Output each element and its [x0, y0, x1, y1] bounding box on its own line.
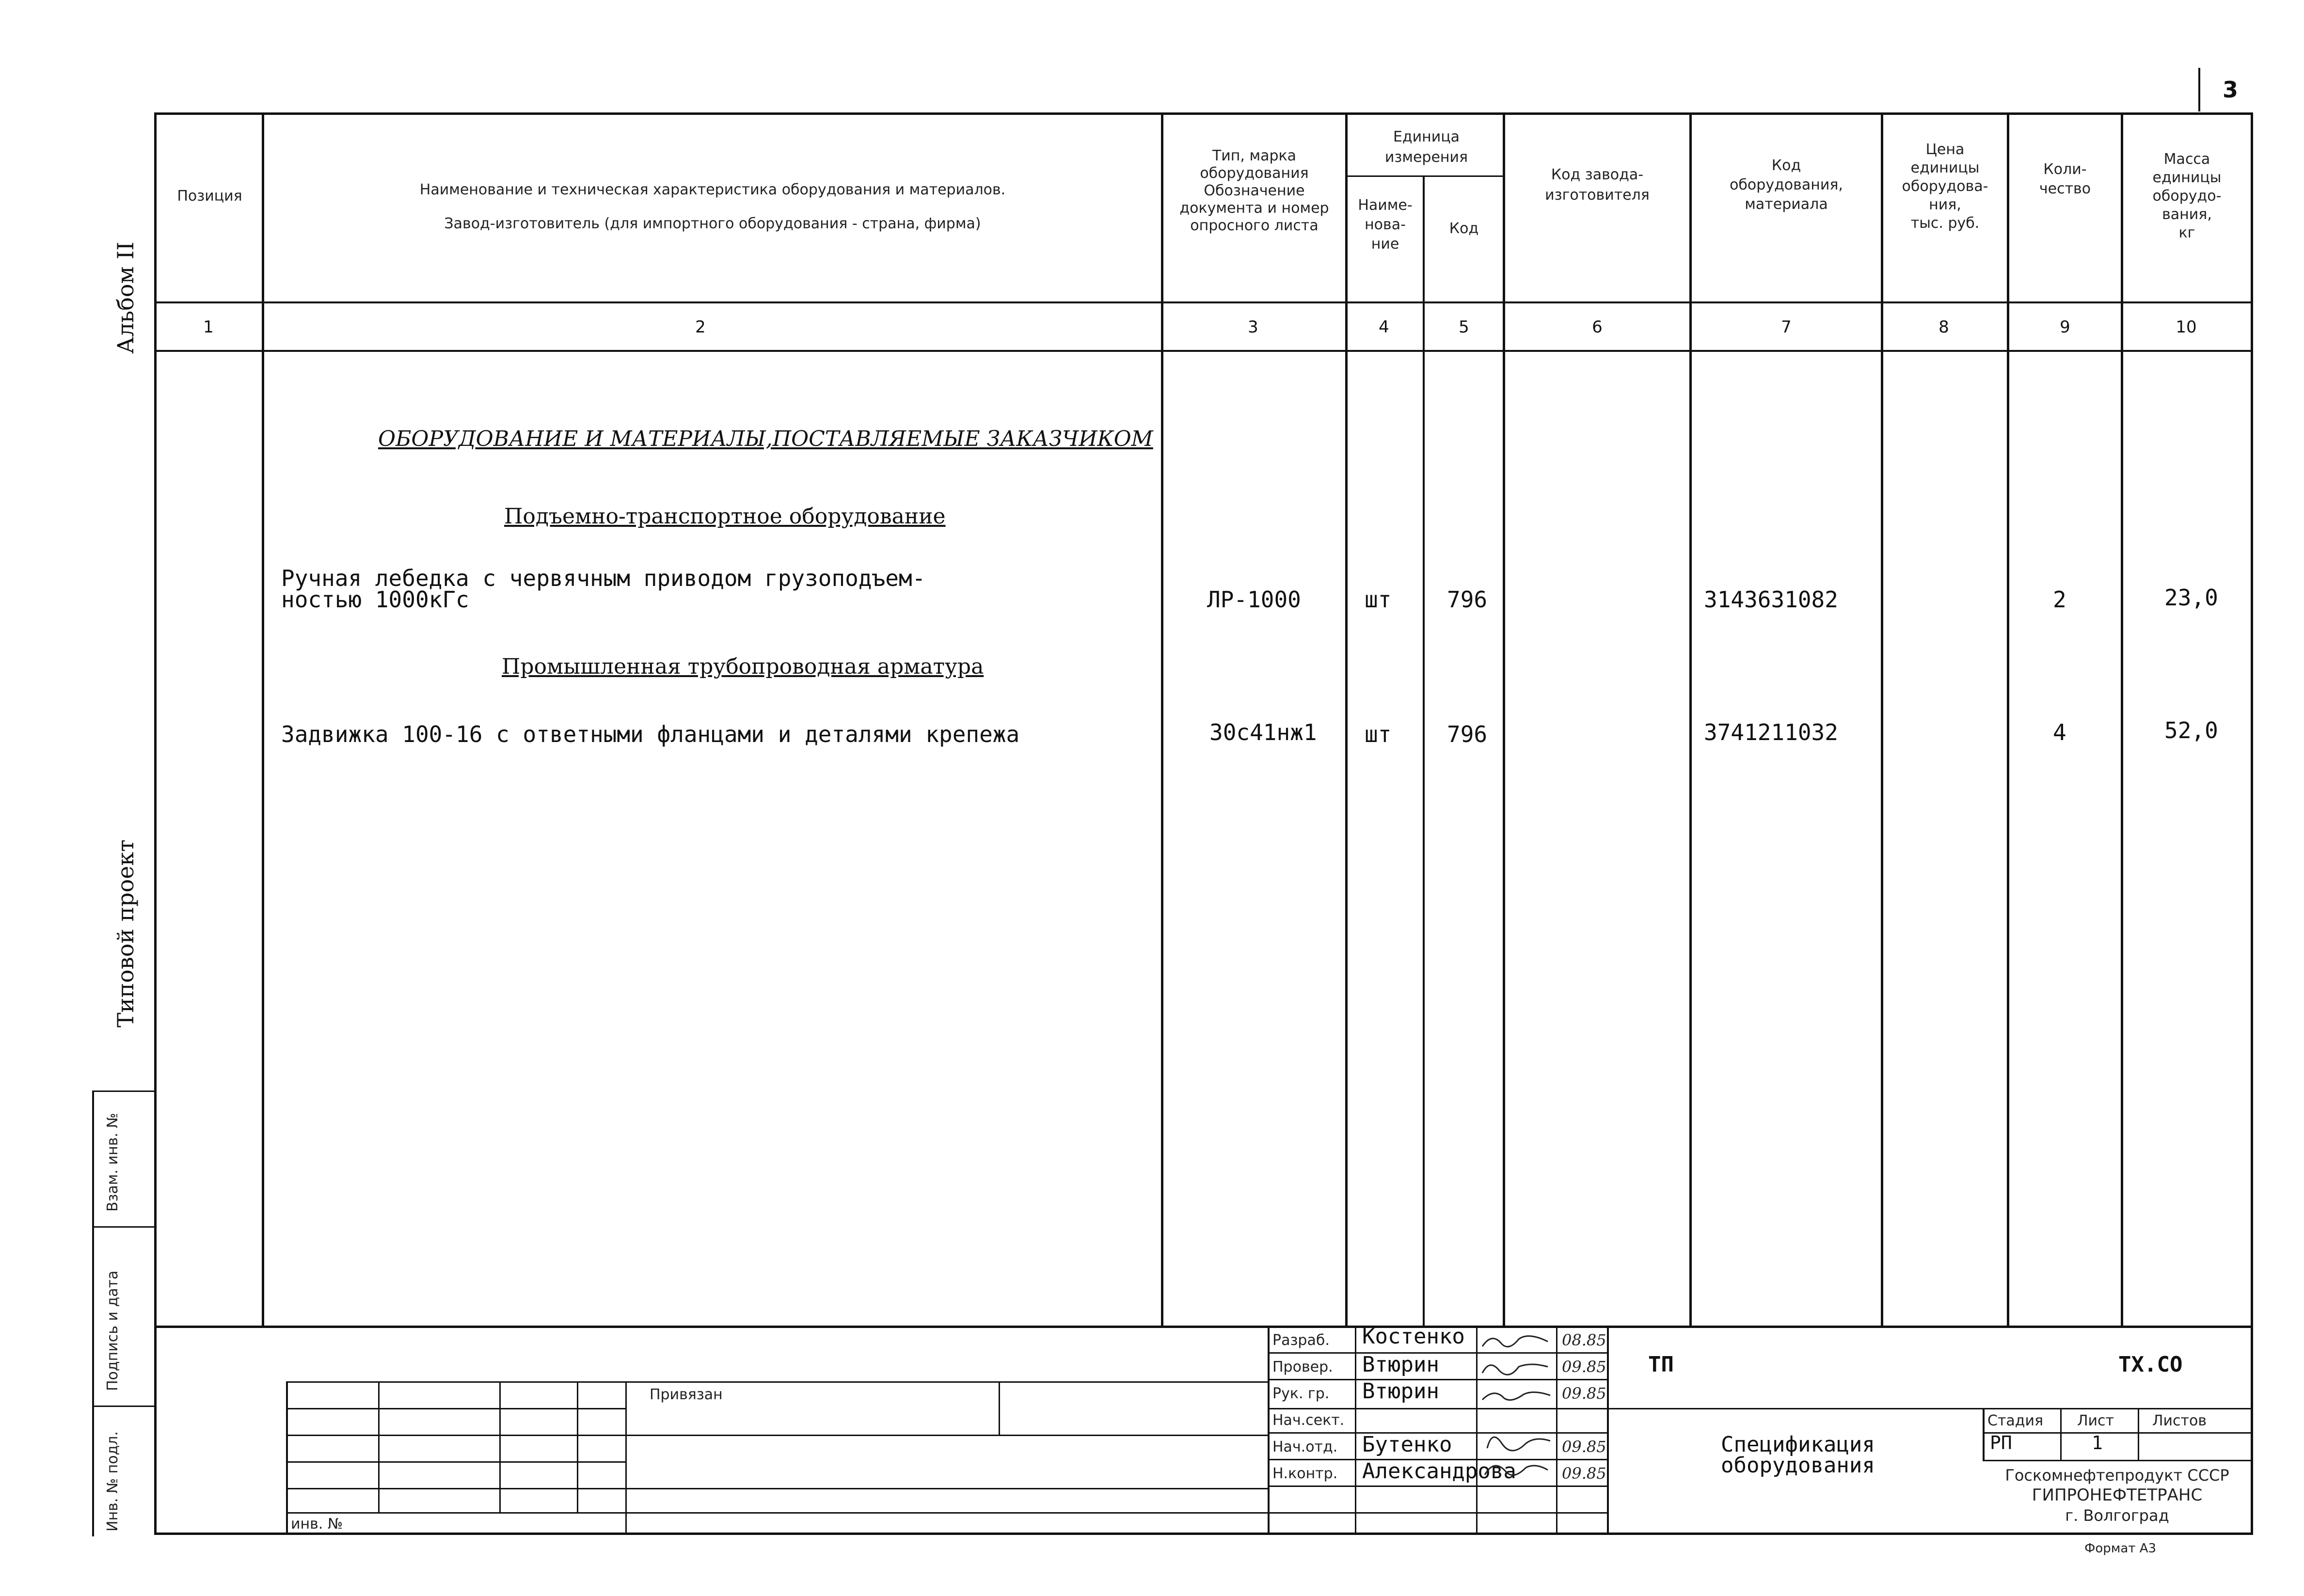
sheet-title-line1: Спецификация — [1721, 1432, 1875, 1457]
stage-value: РП — [1990, 1432, 2012, 1454]
doc-code: ТХ.СО — [2118, 1352, 2183, 1377]
names-col-2 — [1556, 1326, 1557, 1534]
date-dept-head: 09.85 — [1562, 1438, 1606, 1456]
header-manufacturer-code: Код завода- изготовителя — [1545, 166, 1650, 204]
stamp-column-rule — [92, 1090, 94, 1536]
stamp-rule-1 — [92, 1226, 155, 1228]
header-unit: Единица измерения — [1384, 128, 1468, 166]
section-valves: Промышленная трубопроводная арматура — [502, 654, 984, 679]
bind-grid-rule-3 — [286, 1461, 625, 1463]
sheet-value: 1 — [2092, 1432, 2103, 1454]
album-label: Альбом II — [112, 241, 139, 354]
role-developer: Разраб. — [1272, 1332, 1330, 1349]
roles-rule-7 — [1268, 1512, 1607, 1514]
frame-left — [154, 112, 157, 1535]
page-number: 3 — [2223, 77, 2239, 103]
col-number-8: 8 — [1939, 317, 1949, 337]
col-number-9: 9 — [2060, 317, 2070, 337]
col-divider-2 — [1161, 112, 1163, 1327]
sheet-title-line2: оборудования — [1721, 1453, 1875, 1478]
date-norm-control: 09.85 — [1562, 1464, 1606, 1483]
date-checker: 09.85 — [1562, 1358, 1606, 1376]
col-number-7: 7 — [1781, 317, 1792, 337]
row1-name-line1: Ручная лебедка с червячным приводом грузоподъем- — [281, 565, 926, 591]
col-divider-8 — [2007, 112, 2009, 1327]
col-number-1: 1 — [203, 317, 214, 337]
roles-rule-6 — [1268, 1485, 1607, 1487]
stage-grid-rule-2 — [1983, 1460, 2252, 1461]
section-lifting: Подъемно-транспортное оборудование — [504, 504, 946, 529]
col-divider-9 — [2121, 112, 2123, 1327]
row1-unit-name: шт — [1365, 586, 1392, 613]
role-sector-head: Нач.сект. — [1272, 1412, 1345, 1429]
stage-grid-col-1 — [2060, 1408, 2062, 1461]
frame-bottom — [154, 1533, 2253, 1535]
row1-quantity: 2 — [2053, 586, 2066, 613]
header-position: Позиция — [177, 188, 242, 205]
frame-right — [2251, 112, 2253, 1535]
col-divider-4 — [1423, 175, 1425, 1327]
row2-unit-code: 796 — [1447, 721, 1488, 747]
format-label: Формат А3 — [2084, 1541, 2157, 1556]
row2-unit-name: шт — [1365, 721, 1392, 747]
roles-rule-3 — [1268, 1408, 2252, 1409]
bind-grid-rule-1 — [286, 1408, 625, 1409]
signatures-graphic — [1478, 1327, 1555, 1482]
bind-grid-rule-4 — [286, 1488, 1268, 1489]
row2-mass: 52,0 — [2164, 717, 2218, 743]
role-norm-control: Н.контр. — [1272, 1465, 1338, 1482]
stamp-label-1: Взам. инв. № — [104, 1113, 121, 1212]
bound-label: Привязан — [650, 1386, 723, 1403]
role-dept-head: Нач.отд. — [1272, 1438, 1338, 1455]
col-divider-1 — [262, 112, 264, 1327]
stamp-label-2: Подпись и дата — [104, 1270, 121, 1391]
sheets-label: Листов — [2152, 1412, 2207, 1429]
row1-name-line2: ностью 1000кГс — [281, 586, 469, 613]
role-checker: Провер. — [1272, 1359, 1333, 1375]
col-number-6: 6 — [1592, 317, 1603, 337]
col-divider-6 — [1689, 112, 1692, 1327]
header-unit-code: Код — [1449, 220, 1479, 237]
sheet-label: Лист — [2077, 1412, 2114, 1429]
org-line1: Госкомнефтепродукт СССР — [2005, 1466, 2229, 1485]
header-unit-price: Цена единицы оборудова- ния, тыс. руб. — [1902, 141, 1988, 232]
header-name-line1: Наименование и техническая характеристика оборудования и материалов. — [419, 181, 1006, 198]
col-divider-3 — [1345, 112, 1348, 1327]
section-main: ОБОРУДОВАНИЕ И МАТЕРИАЛЫ,ПОСТАВЛЯЕМЫЕ ЗАКАЗЧИКОМ — [378, 427, 1153, 451]
row2-name: Задвижка 100-16 с ответными фланцами и деталями крепежа — [281, 721, 1020, 747]
inv-label: инв. № — [291, 1516, 343, 1533]
header-quantity: Коли- чество — [2039, 161, 2091, 197]
col-number-3: 3 — [1248, 317, 1258, 337]
header-type: Тип, марка оборудования Обозначение документа и номер опросного листа — [1179, 147, 1329, 234]
page-number-rule — [2198, 68, 2200, 111]
row1-equipment-code: 3143631082 — [1704, 586, 1838, 613]
row1-unit-code: 796 — [1447, 586, 1488, 613]
name-checker: Втюрин — [1362, 1352, 1439, 1377]
role-group-lead: Рук. гр. — [1272, 1385, 1330, 1402]
row1-type: ЛР-1000 — [1207, 586, 1301, 613]
bind-grid-col-5 — [999, 1381, 1000, 1435]
project-label: Типовой проект — [112, 839, 139, 1027]
row2-type: 30с41нж1 — [1209, 719, 1317, 745]
date-developer: 08.85 — [1562, 1331, 1606, 1349]
stage-grid-left — [1983, 1408, 1985, 1461]
col-number-5: 5 — [1459, 317, 1469, 337]
row2-equipment-code: 3741211032 — [1704, 719, 1838, 745]
stage-grid-rule-1 — [1983, 1432, 2252, 1434]
org-line2: ГИПРОНЕФТЕТРАНС — [2032, 1485, 2203, 1505]
name-dept-head: Бутенко — [1362, 1432, 1452, 1457]
stamp-rule-2 — [92, 1406, 155, 1407]
doc-prefix: ТП — [1648, 1352, 1674, 1377]
bind-grid-col-1 — [378, 1381, 380, 1512]
header-mass: Масса единицы оборудо- вания, кг — [2152, 151, 2222, 241]
row2-quantity: 4 — [2053, 719, 2066, 745]
stage-grid-col-2 — [2138, 1408, 2139, 1461]
col-number-10: 10 — [2176, 317, 2197, 337]
stage-label: Стадия — [1987, 1412, 2044, 1429]
header-bottom-rule — [154, 301, 2253, 303]
bind-grid-top — [286, 1381, 1268, 1383]
bind-grid-col-4 — [625, 1381, 627, 1533]
col-divider-7 — [1881, 112, 1883, 1327]
header-name-line2: Завод-изготовитель (для импортного оборудования - страна, фирма) — [444, 215, 981, 232]
row1-mass: 23,0 — [2164, 585, 2218, 611]
name-developer: Костенко — [1362, 1324, 1465, 1349]
names-col-3 — [1607, 1326, 1609, 1534]
numbers-bottom-rule — [154, 350, 2253, 352]
col-divider-5 — [1503, 112, 1505, 1327]
col-number-4: 4 — [1379, 317, 1389, 337]
name-group-lead: Втюрин — [1362, 1379, 1439, 1404]
name-norm-control: Александрова — [1362, 1459, 1516, 1484]
bind-grid-left — [286, 1381, 288, 1533]
bind-grid-rule-5 — [286, 1512, 1268, 1514]
stamp-label-3: Инв. № подл. — [104, 1431, 121, 1532]
roles-col-1 — [1355, 1326, 1356, 1534]
frame-top — [154, 112, 2253, 115]
bind-grid-col-2 — [499, 1381, 501, 1512]
stamp-top-rule — [92, 1090, 155, 1092]
title-block-top — [154, 1326, 2253, 1328]
bind-grid-rule-2 — [286, 1435, 1268, 1436]
header-equipment-code: Код оборудования, материала — [1730, 157, 1843, 213]
col-number-2: 2 — [695, 317, 706, 337]
org-line3: г. Волгоград — [2065, 1506, 2169, 1525]
date-group-lead: 09.85 — [1562, 1384, 1606, 1403]
bind-grid-col-3 — [577, 1381, 578, 1512]
roles-left — [1268, 1326, 1270, 1534]
header-unit-name: Наиме- нова- ние — [1358, 197, 1413, 253]
unit-split-rule — [1345, 175, 1505, 177]
